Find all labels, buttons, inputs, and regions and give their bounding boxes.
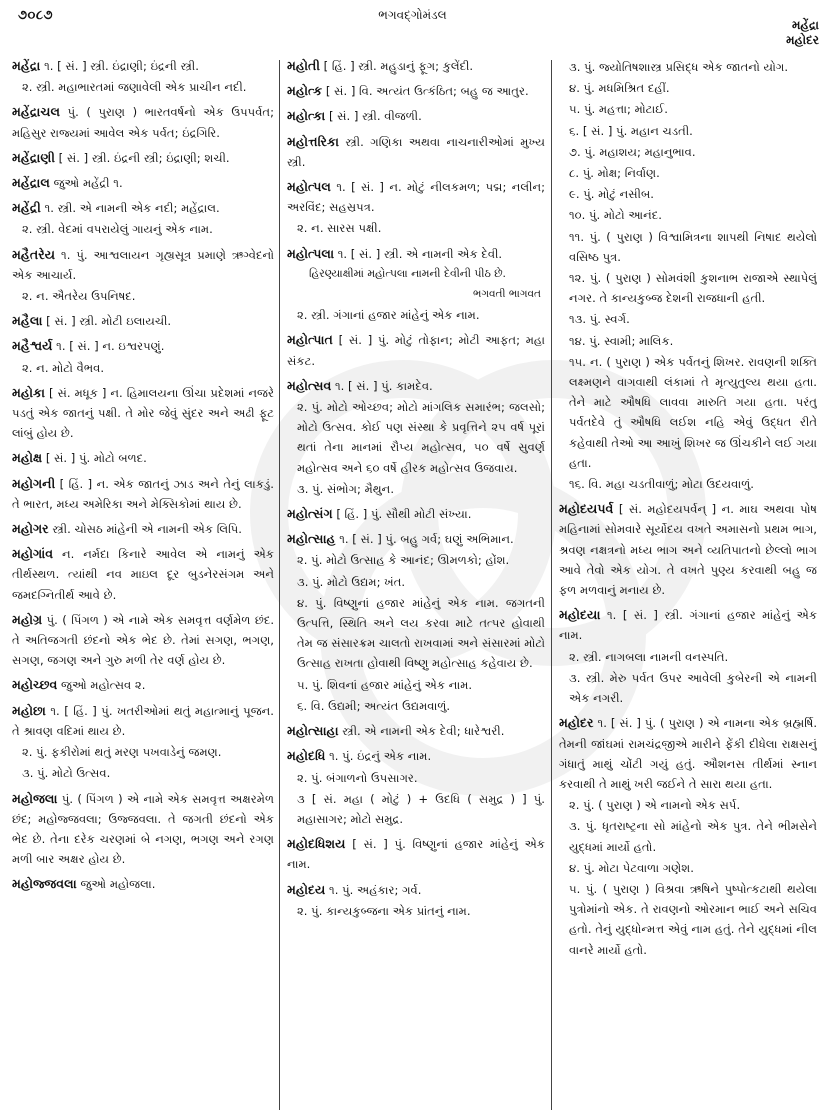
dictionary-entry — [559, 605, 817, 708]
entry-definition: ૧. [ સં. ] ન. મોટું નીલકમળ; પદ્મ; નલીન; અરવિંદ; સહસ્રપત્ર. — [287, 180, 545, 215]
column-right — [559, 56, 817, 1116]
dictionary-entry — [287, 529, 545, 716]
entry-sense: ૨. ન. ઐતરેય ઉપનિષદ. — [22, 289, 136, 304]
entry-sense: ૨. પું. ( પુરાણ ) એ નામનો એક સર્પ. — [569, 798, 741, 813]
dictionary-entry — [12, 383, 274, 444]
entry-sense: ૨. સ્ત્રી. મહાભારતમાં જણાવેલી એક પ્રાચીન નદી. — [22, 80, 247, 95]
dictionary-entry — [287, 132, 545, 172]
entry-sense: ૩ [ સં. મહા ( મોટું ) + ઉદધિ ( સમુદ્ર ) ] પું. મહાસાગર; મોટો સમુદ્ર. — [297, 791, 545, 826]
dictionary-entry — [12, 610, 274, 671]
entry-definition: ૧. [ સં. ] ન. ઇશ્વરપણું. — [56, 339, 165, 354]
page-header — [0, 0, 825, 56]
entry-definition: ૧. [ સં. ] પું. ( પુરાણ ) એ નામના એક બ્રહ્મર્ષિ. તેમની જાંઘમાં રામચંદ્રજીએ મારીને ફેંકી દીધેલા રાક્ષસનું ગંધાતું માથું ચોંટી ગયું હતું. ઔશનસ તીર્થમાં સ્નાન કરવાથી તે માથું ખરી જઈને તે સારા થયા હતા. — [559, 716, 817, 791]
entry-definition: ૧. પું. અહંકાર; ગર્વ. — [329, 882, 422, 897]
entry-headword: મહોત્ક — [287, 83, 323, 99]
entry-headword: મહોગ્ર — [12, 611, 43, 627]
entry-definition: ૧. [ હિં. ] પું. ખતરીઓમાં થતું મહાત્માનું પૂજન. તે શ્રાવણ વદિમાં થાય છે. — [12, 703, 274, 738]
entry-definition: જુઓ મહેંદ્રી ૧. — [53, 176, 123, 191]
entry-headword: મહેંદ્રાલ — [12, 175, 50, 191]
dictionary-entry — [287, 746, 545, 829]
entry-headword: મહૈલા — [12, 313, 43, 329]
guide-word-last: મહોદર — [786, 33, 819, 47]
entry-headword: મહોત્સવ — [287, 377, 332, 393]
entry-headword: મહોત્પાત — [287, 332, 333, 348]
dictionary-entry — [559, 57, 817, 494]
dictionary-columns — [0, 56, 825, 1116]
entry-headword: મહૈશ્વર્ય — [12, 338, 53, 354]
dictionary-entry — [12, 173, 274, 193]
entry-sense: ૬. વિ. ઉદ્યમી; અત્યંત ઉદ્યમવાળું. — [297, 698, 451, 713]
entry-sense: ૬. [ સં. ] પું. મહાન ચડતી. — [569, 123, 693, 138]
entry-headword: મહોત્પલ — [287, 179, 331, 195]
entry-definition: [ સં. ] પું. મોટું તોફાન; મોટી આફત; મહા સંકટ. — [287, 333, 545, 368]
dictionary-entry — [12, 56, 274, 97]
page-number: ૭૦૮૭ — [18, 8, 54, 23]
entry-headword: મહોદધિ — [287, 748, 326, 764]
entry-definition: ૧. સ્ત્રી. એ નામની એક નદી; મહેંદ્રાલ. — [44, 201, 220, 216]
entry-sense: ૧૬. વિ. મહા ચડતીવાળું; મોટા ઉદયવાળું. — [569, 477, 754, 492]
entry-headword: મહોત્કા — [287, 108, 326, 124]
entry-definition: [ સં. ] સ્ત્રી. ઇંદ્રની સ્ત્રી; ઇંદ્રાણી; શચી. — [58, 150, 230, 165]
guide-word-first: મહેંદ્રા — [791, 18, 819, 32]
dictionary-entry — [12, 148, 274, 168]
entry-sense: ૨. પું. મોટો ઓચ્છવ; મોટો માંગલિક સમારંભ; જલસો; મોટો ઉત્સવ. કોઈ પણ સંસ્થા કે પ્રવૃત્તિને ૨૫ વર્ષ પૂરાં થતાં તેના માનમાં રૌપ્ય મહોત્સવ, ૫૦ વર્ષે સુવર્ણ મહોત્સવ અને ૬૦ વર્ષે હીરક મહોત્સવ ઉજવાય. — [297, 400, 545, 475]
entry-definition: પું. ( પિંગળ ) એ નામે એક સમવૃત્ત વર્ણમેળ છંદ. તે અતિજગતી છંદનો એક ભેદ છે. તેમાં સગણ, ભગણ, સગણ, જગણ અને ગુરુ મળી તેર વર્ણ હોય છે. — [12, 612, 274, 668]
entry-sense: ૮. પું. મોક્ષ; નિર્વાણ. — [569, 166, 660, 181]
entry-sense: ૫. પું. ( પુરાણ ) વિશ્રવા ઋષિને પુષ્પોત્કટાથી થયેલા પુત્રોમાંનો એક. તે રાવણનો ઓરમાન ભાઈ અને સચિવ હતો. તેનું યુદ્ધોન્મત્ત એવું નામ હતું. તેને યુદ્ધમાં નીલ વાનરે માર્યો હતો. — [569, 881, 817, 957]
entry-sense: ૪. પું. મધમિશ્રિત દહીં. — [569, 81, 670, 96]
entry-headword: મહૈતરેય — [12, 246, 56, 262]
entry-headword: મહોદયપર્વ — [559, 501, 614, 517]
dictionary-entry — [12, 448, 274, 468]
dictionary-entry — [287, 81, 545, 101]
entry-definition: [ હિં. ] પું. સૌથી મોટી સંખ્યા. — [336, 507, 472, 522]
entry-headword: મહોછા — [12, 702, 46, 718]
entry-sense: ૩. પું. સંભોગ; મૈથુન. — [297, 481, 395, 496]
entry-sense: ૧૪. પું. સ્વામી; માલિક. — [569, 333, 674, 348]
entry-headword: મહોગર — [12, 521, 49, 537]
dictionary-entry — [287, 106, 545, 126]
entry-definition: ૧. [ સં. ] સ્ત્રી. એ નામની એક દેવી. — [337, 246, 503, 261]
entry-sense: ૩. સ્ત્રી. મેરુ પર્વત ઉપર આવેલી કુબેરની એ નામની એક નગરી. — [569, 670, 817, 706]
entry-quote: હિરણ્યાક્ષીમાં મહોત્પલા નામની દેવીની પીઠ છે. — [309, 266, 506, 280]
entry-definition: ૧. [ સં. ] પું. કામદેવ. — [335, 378, 433, 393]
entry-headword: મહોત્પલા — [287, 245, 335, 261]
dictionary-entry — [287, 721, 545, 741]
entry-definition: પું. ( પુરાણ ) ભારતવર્ષનો એક ઉપપર્વત; મહિસુર રાજ્યમાં આવેલ એક પર્વત; ઇંદ્રગિરિ. — [12, 105, 274, 140]
entry-headword: મહોત્સાહા — [287, 723, 339, 739]
dictionary-entry — [12, 474, 274, 514]
entry-definition: ૧. [ સં. ] સ્ત્રી. ગંગાનાં હજાર માંહેનું એક નામ. — [559, 608, 817, 643]
entry-headword: મહોદયા — [559, 607, 601, 623]
dictionary-entry — [287, 376, 545, 499]
entry-definition: સ્ત્રી. ચોસઠ માંહેની એ નામની એક લિપિ. — [52, 522, 242, 537]
dictionary-entry — [559, 713, 817, 959]
entry-definition: [ હિં. ] સ્ત્રી. મહુડાનું ફૂગ; કુલેંદી. — [323, 59, 474, 73]
quote-source: ભગવતી ભાગવત — [472, 288, 541, 301]
entry-sense: ૫. પું. મહત્તા; મોટાઈ. — [569, 102, 668, 117]
dictionary-entry — [12, 675, 274, 695]
entry-definition: [ સં. મધૂક ] ન. હિમાલયના ઊંચા પ્રદેશમાં નજરે પડતું એક જાતનું પક્ષી. તે મોર જેવું સુંદર અને અઢી ફૂટ લાંબું હોય છે. — [12, 385, 274, 441]
entry-sense: ૨. પું. બંગાળનો ઉપસાગર. — [297, 770, 418, 785]
entry-headword: મહોત્સંગ — [287, 506, 333, 522]
entry-sense: ૧૫. ન. ( પુરાણ ) એક પર્વતનું શિખર. રાવણની શક્તિ લક્ષ્મણને વાગવાથી લંકામાં તે મૃત્યુતુલ્ય થયા હતા. તેને માટે ઔષધિ લાવવા મારુતિ ગયા હતા. પરંતુ પર્વતદેવે તું ઔષધિ લઈશ નહિ એવું ઉદ્ધત રીતે કહેવાથી તેઓ આ આખું શિખર જ ઊંચકીને લઈ ગયા હતા. — [569, 354, 817, 470]
entry-headword: મહોગાંવ — [12, 546, 54, 562]
entry-sense: ૨. પું. મોટો ઉત્સાહ કે આનંદ; ઊમળકો; હોંશ. — [297, 553, 510, 568]
entry-sense: ૫. પું. શિવનાં હજાર માંહેનું એક નામ. — [297, 677, 473, 692]
column-middle — [287, 56, 545, 1116]
entry-sense: ૨. સ્ત્રી. નાગબલા નામની વનસ્પતિ. — [569, 649, 729, 664]
entry-definition: [ સં. મહોદયપર્વન્ ] ન. માઘ અથવા પોષ મહિનામાં સોમવારે સૂર્યોદય વખતે અમાસનો પ્રથમ ભાગ, શ્રવણ નક્ષત્રનો મધ્ય ભાગ અને વ્યતિપાતનો છેલ્લો ભાગ આવે તેવો એક યોગ. તે વખતે પુણ્ય કરવાથી બહુ જ ફળ મળવાનું મનાય છે. — [559, 502, 817, 598]
entry-definition: ૧. [ સં. ] પું. બહુ ગર્વ; ઘણું અભિમાન. — [339, 532, 514, 547]
entry-sense: ૧૧. પું. ( પુરાણ ) વિશ્વામિત્રના શાપથી નિષાદ થયેલો વસિષ્ઠ પુત્ર. — [569, 229, 817, 264]
entry-headword: મહેંદ્રાચલ — [12, 104, 60, 120]
column-left — [12, 56, 274, 1116]
entry-sense: ૨. પું. ફકીરોમાં થતું મરણ પખવાડેનું જમણ. — [22, 745, 222, 760]
entry-sense: ૨. ન. સારસ પક્ષી. — [297, 221, 382, 236]
running-title: ભગવદ્ગોમંડલ — [378, 8, 447, 22]
entry-sense: ૧૩. પું. સ્વર્ગ. — [569, 312, 630, 327]
entry-headword: મહોક્ષ — [12, 450, 43, 466]
entry-sense: ૧૦. પું. મોટો આનંદ. — [569, 208, 662, 223]
entry-definition: [ સં. ] સ્ત્રી. મોટી ઇલાયચી. — [46, 314, 172, 329]
dictionary-entry — [12, 311, 274, 331]
entry-headword: મહોત્સાહ — [287, 531, 336, 547]
dictionary-entry — [12, 701, 274, 784]
dictionary-entry — [287, 330, 545, 370]
dictionary-entry — [287, 504, 545, 524]
entry-headword: મહોગની — [12, 475, 56, 491]
dictionary-entry — [12, 519, 274, 539]
guide-words — [786, 18, 819, 48]
entry-definition: સ્ત્રી. એ નામની એક દેવી; ધારેશ્વરી. — [342, 724, 505, 739]
dictionary-entry — [559, 499, 817, 600]
entry-definition: [ સં. ] પું. મોટો બળદ. — [45, 451, 147, 466]
entry-sense: ૨. સ્ત્રી. વેદમાં વપરાયેલું ગાયનું એક નામ. — [22, 222, 213, 237]
entry-definition: [ સં. ] વિ. અત્યંત ઉત્કંઠિત; બહુ જ આતુર. — [325, 84, 529, 99]
dictionary-entry — [12, 198, 274, 239]
entry-sense: ૨. પું. કાન્યકુબ્જના એક પ્રાંતનું નામ. — [297, 903, 471, 918]
entry-definition: ન. નર્મદા કિનારે આવેલ એ નામનું એક તીર્થસ્થળ. ત્યાંથી નવ માઇલ દૂર બુડનેરસંગમ અને જમદગ્નિતીર્થ આવે છે. — [12, 547, 274, 602]
entry-sense: ૭. પું. મહાશય; મહાનુભાવ. — [569, 144, 696, 159]
entry-definition: સ્ત્રી. ગણિકા અથવા નાચનારીઓમાં મુખ્ય સ્ત્રી. — [287, 134, 545, 169]
entry-sense: ૩. પું. ધૃતરાષ્ટ્રના સો માંહેનો એક પુત્ર. તેને ભીમસેને યુદ્ધમાં માર્યો હતો. — [569, 819, 817, 854]
entry-headword: મહોદય — [287, 881, 326, 897]
entry-definition: [ સં. ] પું. વિષ્ણુનાં હજાર માંહેનું એક નામ. — [287, 837, 545, 872]
entry-definition: [ સં. ] સ્ત્રી. વીજળી. — [328, 109, 422, 124]
entry-headword: મહોકા — [12, 384, 45, 400]
dictionary-entry — [287, 56, 545, 76]
entry-sense: ૩. પું. જ્યોતિષશાસ્ત્ર પ્રસિદ્ધ એક જાતનો યોગ. — [569, 60, 789, 74]
dictionary-entry — [12, 544, 274, 605]
entry-headword: મહોદર — [559, 715, 594, 731]
dictionary-entry — [12, 336, 274, 377]
dictionary-entry — [12, 102, 274, 142]
entry-headword: મહેંદ્રા — [12, 58, 41, 73]
dictionary-entry — [287, 834, 545, 874]
entry-definition: [ હિં. ] ન. એક જાતનું ઝાડ અને તેનું લાકડું. તે ભારત, મધ્ય અમેરિકા અને મેક્સિકોમાં થાય છે. — [12, 476, 274, 511]
entry-sense: ૪. પું. વિષ્ણુનાં હજાર માંહેનું એક નામ. જગતની ઉત્પત્તિ, સ્થિતિ અને લય કરવા માટે તત્પર હોવાથી તેમ જ સંસારક્રમ ચાલતો રાખવામાં અને સંસારમાં મોટો ઉત્સાહ રાખતા હોવાથી વિષ્ણુ મહોત્સાહ કહેવાય છે. — [297, 595, 545, 671]
entry-definition: પું. ( પિંગળ ) એ નામે એક સમવૃત્ત અક્ષરમેળ છંદ; મહોજ્જવલા; ઉજ્જવલા. તે જગતી છંદનો એક ભેદ છે. તેના દરેક ચરણમાં બે નગણ, ભગણ અને રગણ મળી બાર અક્ષર હોય છે. — [12, 791, 274, 867]
dictionary-entry — [287, 177, 545, 239]
entry-headword: મહોજ્જવલા — [12, 876, 77, 892]
entry-headword: મહોતી — [287, 58, 320, 73]
entry-sense: ૨. ન. મોટો વૈભવ. — [22, 360, 105, 375]
dictionary-entry — [12, 789, 274, 870]
dictionary-entry — [287, 880, 545, 921]
entry-sense: ૩. પું. મોટો ઉદ્યમ; ખંત. — [297, 574, 406, 589]
entry-sense: ૩. પું. મોટો ઉત્સવ. — [22, 766, 111, 781]
entry-headword: મહોત્તરિકા — [287, 133, 339, 149]
entry-definition: જુઓ મહોત્સવ ૨. — [61, 678, 146, 693]
entry-sense: ૯. પું. મોટું નસીબ. — [569, 187, 654, 202]
entry-sense: ૨. સ્ત્રી. ગંગાનાં હજાર માંહેનું એક નામ. — [297, 308, 480, 323]
entry-headword: મહેંદ્રી — [12, 200, 41, 216]
dictionary-entry — [287, 244, 545, 326]
dictionary-entry — [12, 245, 274, 307]
entry-headword: મહોજલા — [12, 790, 58, 806]
column-divider — [551, 60, 552, 1110]
dictionary-entry — [12, 874, 274, 894]
entry-definition: ૧. પું. આશ્વલાયન ગૃહ્યસૂત્ર પ્રમાણે ઋગ્વેદનો એક આચાર્ય. — [12, 247, 274, 282]
entry-definition: ૧. પું. ઇંદ્રનું એક નામ. — [329, 749, 432, 764]
entry-headword: મહેંદ્રાણી — [12, 149, 55, 165]
entry-headword: મહોચ્છવ — [12, 677, 58, 693]
column-divider — [279, 60, 280, 1110]
entry-headword: મહોદધિશય — [287, 836, 346, 852]
entry-sense: ૪. પું. મોટા પેટવાળા ગણેશ. — [569, 860, 694, 875]
entry-sense: ૧૨. પું. ( પુરાણ ) સોમવંશી કુશનાભ રાજાએ સ્થાપેલું નગર. તે કાન્યકુબ્જ દેશની રાજધાની હતી. — [569, 271, 817, 306]
entry-definition: જુઓ મહોજલા. — [80, 877, 156, 892]
entry-definition: ૧. [ સં. ] સ્ત્રી. ઇંદ્રાણી; ઇંદ્રની સ્ત્રી. — [44, 59, 199, 73]
